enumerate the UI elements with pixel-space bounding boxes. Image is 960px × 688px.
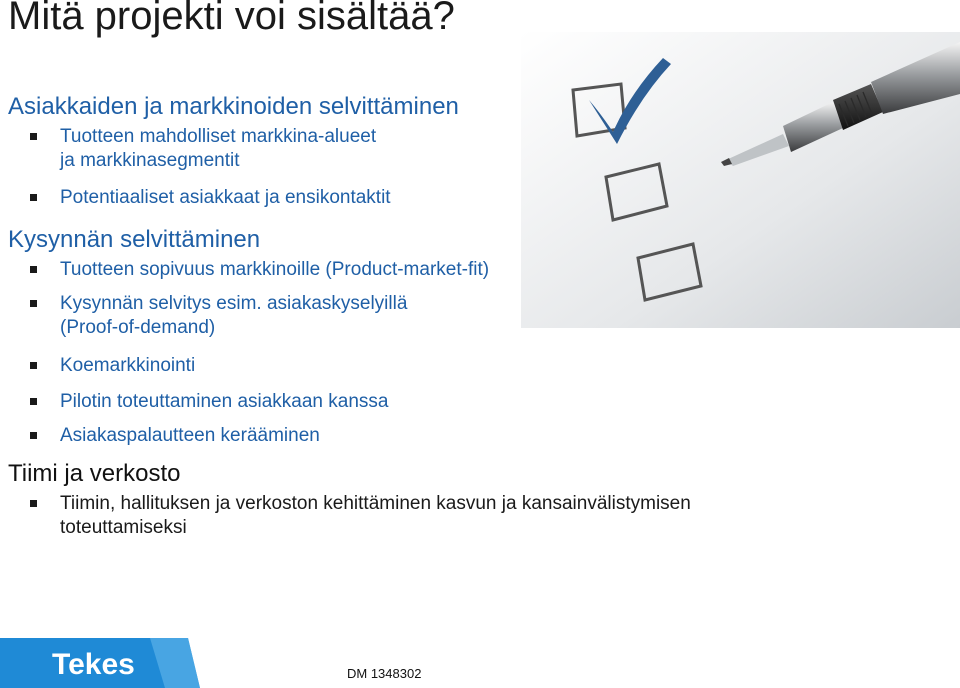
bullet-item: Potentiaaliset asiakkaat ja ensikontaktit: [60, 187, 391, 208]
bullet-item: Pilotin toteuttaminen asiakkaan kanssa: [60, 391, 389, 412]
bullet-item: Kysynnän selvitys esim. asiakaskyselyillä (Proof-of-demand): [60, 293, 408, 338]
bullet-item: Koemarkkinointi: [60, 355, 196, 376]
bullet-item: Tuotteen mahdolliset markkina-alueet ja markkinasegmentit: [60, 126, 377, 171]
section-heading: Kysynnän selvittäminen: [8, 226, 261, 253]
slide-title: Mitä projekti voi sisältää?: [8, 0, 455, 38]
section-heading: Asiakkaiden ja markkinoiden selvittäminen: [8, 93, 459, 120]
document-id: DM 1348302: [347, 666, 422, 681]
bullet-item: Tiimin, hallituksen ja verkoston kehittäminen kasvun ja kansainvälistymisen toteuttamiseksi: [60, 493, 691, 538]
svg-text:Tekes: Tekes: [52, 648, 135, 681]
tekes-logo: [0, 638, 200, 688]
section-heading: Tiimi ja verkosto: [8, 460, 181, 487]
bullet-item: Tuotteen sopivuus markkinoille (Product-market-fit): [60, 259, 490, 280]
bullet-item: Asiakaspalautteen kerääminen: [60, 425, 320, 446]
